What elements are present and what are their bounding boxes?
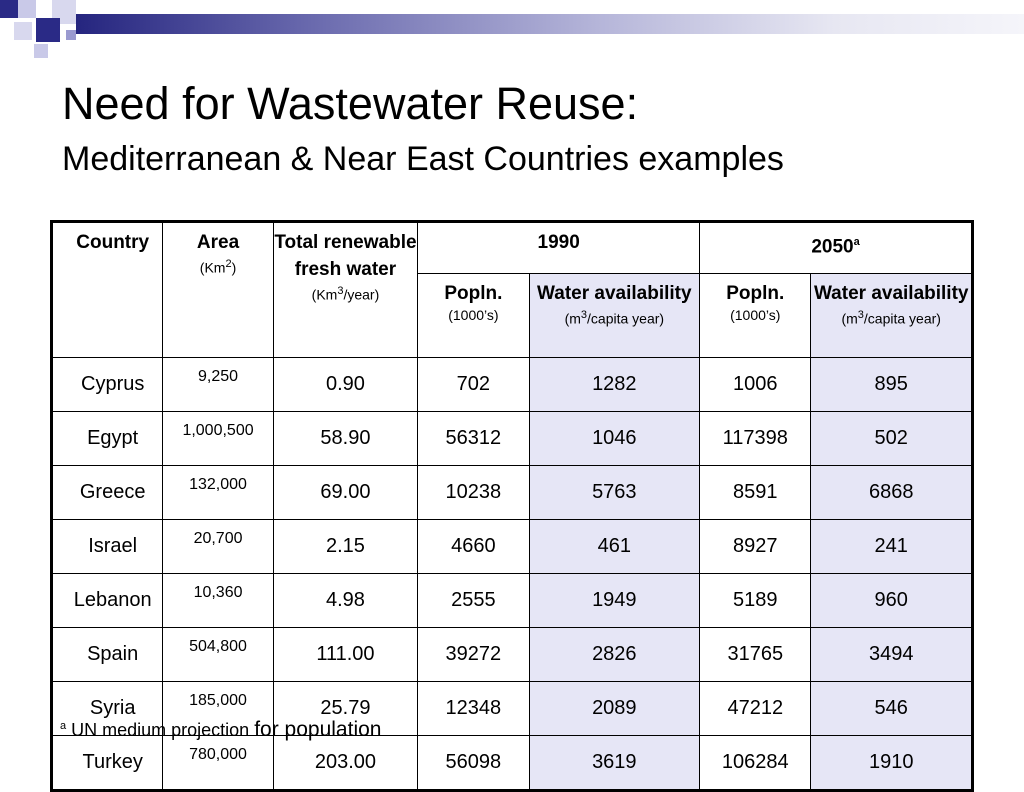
cell-country: Israel bbox=[52, 520, 163, 574]
decor-square bbox=[0, 0, 18, 18]
cell-availability-1990: 2826 bbox=[529, 628, 700, 682]
table-row bbox=[52, 736, 973, 791]
cell-area: 780,000 bbox=[163, 736, 273, 791]
header-area: Area (Km$^2$) bbox=[163, 222, 273, 358]
cell-availability-1990: 2089 bbox=[529, 682, 700, 736]
cell-country: Cyprus bbox=[52, 358, 163, 412]
cell-availability-1990: 461 bbox=[529, 520, 700, 574]
cell-availability-2050: 3494 bbox=[811, 628, 973, 682]
header-popln-1990: Popln. (1000’s) bbox=[418, 274, 529, 358]
cell-area: 9,250 bbox=[163, 358, 273, 412]
cell-popln-1990: 56312 bbox=[418, 412, 529, 466]
cell-total-water: 69.00 bbox=[273, 466, 417, 520]
decor-square bbox=[34, 44, 48, 58]
slide-subtitle: Mediterranean & Near East Countries examples bbox=[62, 140, 784, 178]
cell-availability-1990: 3619 bbox=[529, 736, 700, 791]
cell-country: Lebanon bbox=[52, 574, 163, 628]
header-country: Country bbox=[52, 222, 163, 358]
table-row bbox=[52, 466, 973, 520]
footnote: $^a$ UN medium projection for population bbox=[60, 718, 382, 741]
cell-popln-2050: 8927 bbox=[700, 520, 811, 574]
table-row bbox=[52, 574, 973, 628]
cell-availability-1990: 1046 bbox=[529, 412, 700, 466]
cell-availability-2050: 1910 bbox=[811, 736, 973, 791]
cell-availability-1990: 1282 bbox=[529, 358, 700, 412]
cell-availability-1990: 5763 bbox=[529, 466, 700, 520]
header-total-water: Total renewable fresh water (Km$^3$/year) bbox=[273, 222, 417, 358]
decor-square bbox=[14, 22, 32, 40]
header-area-unit: (Km$^2$) bbox=[199, 258, 237, 276]
cell-popln-2050: 47212 bbox=[700, 682, 811, 736]
cell-popln-2050: 106284 bbox=[700, 736, 811, 791]
cell-popln-2050: 1006 bbox=[700, 358, 811, 412]
cell-popln-1990: 4660 bbox=[418, 520, 529, 574]
cell-popln-1990: 702 bbox=[418, 358, 529, 412]
cell-popln-2050: 31765 bbox=[700, 628, 811, 682]
cell-availability-1990: 1949 bbox=[529, 574, 700, 628]
cell-popln-1990: 39272 bbox=[418, 628, 529, 682]
decor-square bbox=[36, 18, 60, 42]
cell-total-water: 203.00 bbox=[273, 736, 417, 791]
slide-title: Need for Wastewater Reuse: bbox=[62, 78, 639, 129]
cell-area: 185,000 bbox=[163, 682, 273, 736]
header-year-2050: 2050$^a$ bbox=[700, 222, 973, 274]
cell-availability-2050: 6868 bbox=[811, 466, 973, 520]
cell-availability-2050: 502 bbox=[811, 412, 973, 466]
header-gradient-bar bbox=[76, 14, 1024, 34]
header-availability-2050: Water availability ($m^3$/capita year) bbox=[811, 274, 973, 358]
decor-square bbox=[66, 30, 76, 40]
header-year-1990: 1990 bbox=[418, 222, 700, 274]
table-row bbox=[52, 628, 973, 682]
cell-area: 132,000 bbox=[163, 466, 273, 520]
cell-availability-2050: 895 bbox=[811, 358, 973, 412]
cell-availability-2050: 960 bbox=[811, 574, 973, 628]
table-row bbox=[52, 412, 973, 466]
cell-total-water: 0.90 bbox=[273, 358, 417, 412]
cell-total-water: 58.90 bbox=[273, 412, 417, 466]
cell-country: Syria bbox=[52, 682, 163, 736]
cell-country: Egypt bbox=[52, 412, 163, 466]
cell-availability-2050: 546 bbox=[811, 682, 973, 736]
header-popln-2050: Popln. (1000’s) bbox=[700, 274, 811, 358]
cell-availability-2050: 241 bbox=[811, 520, 973, 574]
cell-area: 20,700 bbox=[163, 520, 273, 574]
cell-country: Spain bbox=[52, 628, 163, 682]
cell-country: Greece bbox=[52, 466, 163, 520]
cell-popln-2050: 5189 bbox=[700, 574, 811, 628]
cell-total-water: 2.15 bbox=[273, 520, 417, 574]
cell-total-water: 111.00 bbox=[273, 628, 417, 682]
header-availability-1990: Water availability ($m^3$/capita year) bbox=[529, 274, 700, 358]
header-water-unit: (Km$^3$/year) bbox=[311, 285, 380, 303]
cell-country: Turkey bbox=[52, 736, 163, 791]
cell-area: 10,360 bbox=[163, 574, 273, 628]
cell-popln-1990: 56098 bbox=[418, 736, 529, 791]
cell-popln-1990: 12348 bbox=[418, 682, 529, 736]
cell-popln-2050: 117398 bbox=[700, 412, 811, 466]
table-row bbox=[52, 358, 973, 412]
cell-total-water: 25.79 bbox=[273, 682, 417, 736]
cell-popln-1990: 10238 bbox=[418, 466, 529, 520]
table-row bbox=[52, 520, 973, 574]
cell-area: 504,800 bbox=[163, 628, 273, 682]
cell-popln-2050: 8591 bbox=[700, 466, 811, 520]
cell-popln-1990: 2555 bbox=[418, 574, 529, 628]
cell-total-water: 4.98 bbox=[273, 574, 417, 628]
water-data-table bbox=[50, 220, 974, 792]
decor-square bbox=[18, 0, 36, 18]
cell-area: 1,000,500 bbox=[163, 412, 273, 466]
